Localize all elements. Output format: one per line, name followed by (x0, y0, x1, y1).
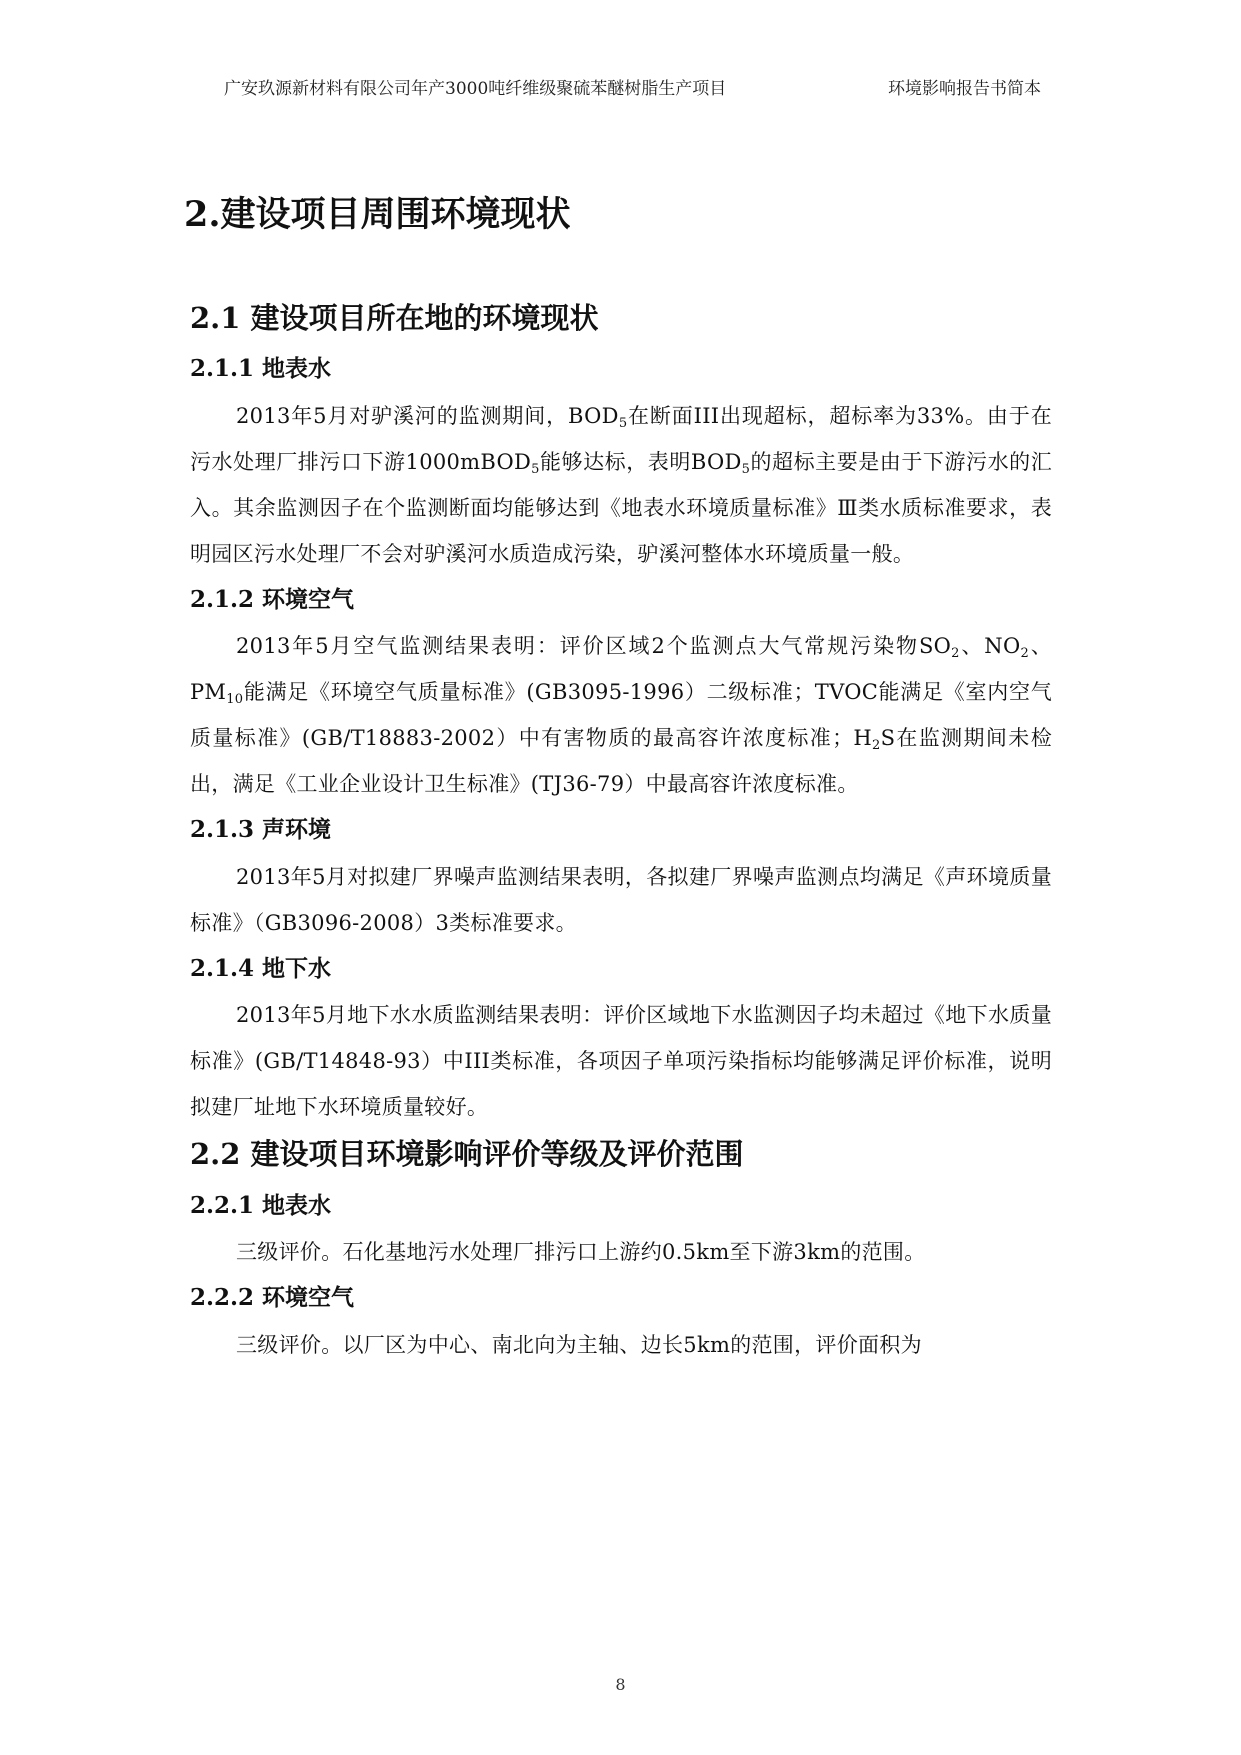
page-header (0, 74, 1241, 104)
surface-water-paragraph: 2013年5月对驴溪河的监测期间，$BOD_5$在断面III出现超标，超标率为33%。由于在污水处理厂排污口下游1000mBOD$_5$能够达标，表明$BOD_5$的超标主要是由于下游污水的汇入。其余监测因子在个监测断面均能够达到《地表水环境质量标准》Ⅲ类水质标准要求，表明园区污水处理厂不会对驴溪河水质造成污染，驴溪河整体水环境质量一般。 (190, 403, 1052, 566)
section-2-2-title: 2.2 建设项目环境影响评价等级及评价范围 (190, 1137, 744, 1172)
chapter-title: 2.建设项目周围环境现状 (184, 194, 571, 235)
acoustic-environment-paragraph: 2013年5月对拟建厂界噪声监测结果表明，各拟建厂界噪声监测点均满足《声环境质量标准》（GB3096-2008）3类标准要求。 (190, 864, 1052, 935)
subsection-2-1-2-title: 2.1.2 环境空气 (190, 585, 355, 613)
subsection-2-2-1-title: 2.2.1 地表水 (190, 1191, 332, 1219)
page-number: 8 (615, 1675, 626, 1694)
section-2-1-title: 2.1 建设项目所在地的环境现状 (190, 301, 599, 335)
subsection-2-1-1-title: 2.1.1 地表水 (190, 355, 332, 383)
ambient-air-scope-paragraph: 三级评价。以厂区为中心、南北向为主轴、边长5km的范围，评价面积为 (236, 1332, 922, 1357)
subsection-2-2-2-title: 2.2.2 环境空气 (190, 1284, 355, 1311)
surface-water-scope-paragraph: 三级评价。石化基地污水处理厂排污口上游约0.5km至下游3km的范围。 (236, 1240, 926, 1264)
subsection-2-1-3-title: 2.1.3 声环境 (190, 816, 332, 844)
header-project-title: 广安玖源新材料有限公司年产3000吨纤维级聚硫苯醚树脂生产项目 (224, 79, 727, 99)
ambient-air-paragraph: 2013年5月空气监测结果表明：评价区域2个监测点大气常规污染物$SO_2$、$NO_2$、$PM_{10}$能满足《环境空气质量标准》(GB3095-1996）二级标准；TVOC能满足《室内空气质量标准》(GB/T18883-2002）中有害物质的最高容许浓度标准；$H_2S$在监测期间未检出，满足《工业企业设计卫生标准》(TJ36-79）中最高容许浓度标准。 (190, 634, 1052, 797)
header-document-title: 环境影响报告书简本 (888, 79, 1041, 99)
groundwater-paragraph: 2013年5月地下水水质监测结果表明：评价区域地下水监测因子均未超过《地下水质量标准》(GB/T14848-93）中III类标准，各项因子单项污染指标均能够满足评价标准，说明拟建厂址地下水环境质量较好。 (190, 1003, 1052, 1120)
subsection-2-1-4-title: 2.1.4 地下水 (190, 954, 332, 982)
page-content (184, 180, 1052, 1374)
